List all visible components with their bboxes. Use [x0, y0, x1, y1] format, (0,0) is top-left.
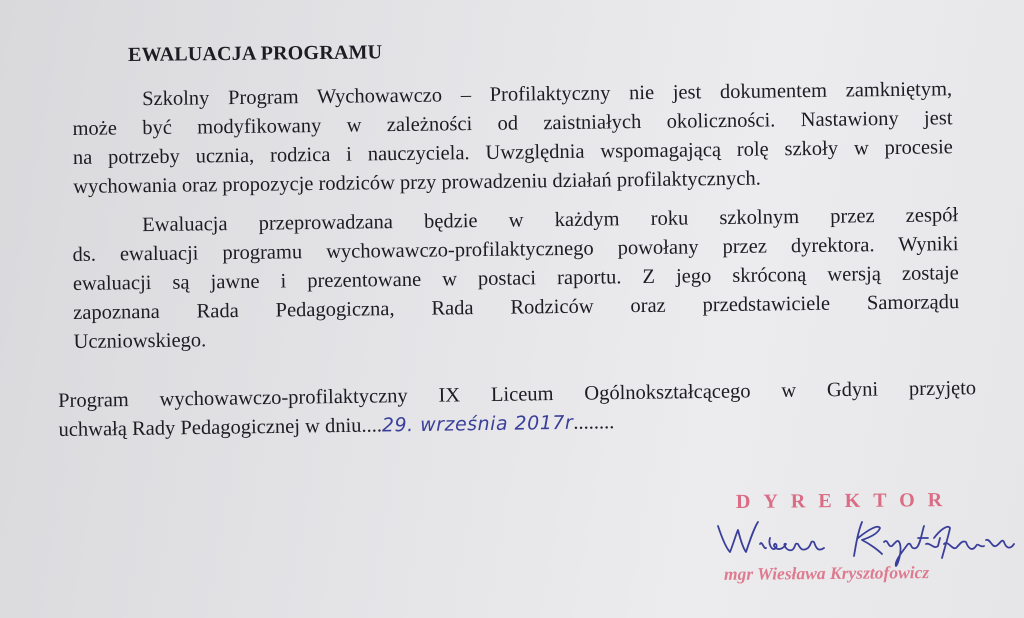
text-line: Szkolny Program Wychowawczo – Profilaktyczny nie jest dokumentem zamkniętym,: [142, 78, 953, 111]
text-line: może być modyfikowany w zależności od zaistniałych okoliczności. Nastawiony jest: [72, 107, 953, 140]
adoption-date-label: uchwałą Rady Pedagogicznej w dniu....: [58, 414, 383, 441]
text-line: ds. ewaluacji programu wychowawczo-profilaktycznego powołany przez dyrektora. Wyniki: [72, 233, 959, 266]
text-line: Ewaluacja przeprowadzana będzie w każdym roku szkolnym przez zespół: [142, 204, 959, 237]
stamp-title: DYREKTOR: [735, 489, 956, 513]
text-line: na potrzeby ucznia, rodzica i nauczyciela. Uwzględnia wspomagającą rolę szkoły w procesie: [72, 136, 953, 169]
paragraph-adoption: [58, 374, 977, 445]
text-line: Uczniowskiego.: [73, 329, 207, 353]
paragraph-evaluation: [72, 201, 960, 357]
paragraph-program-description: [72, 75, 953, 202]
handwritten-date: 29. września 2017r: [381, 411, 574, 437]
text-line: Program wychowawczo-profilaktyczny IX Liceum Ogólnokształcącego w Gdyni przyjęto: [58, 377, 977, 412]
document-heading: EWALUACJA PROGRAMU: [128, 41, 383, 66]
text-line: ewaluacji są jawne i prezentowane w postaci raportu. Z jego skróconą wersją zostaje: [72, 262, 959, 295]
handwritten-signature: [712, 508, 1022, 568]
dotted-leader: ........: [573, 411, 615, 434]
stamp-name: mgr Wiesława Krysztofowicz: [723, 562, 930, 584]
text-line: zapoznana Rada Pedagogiczna, Rada Rodziców oraz przedstawiciele Samorządu: [73, 291, 960, 324]
text-line: wychowania oraz propozycje rodziców przy prowadzeniu działań profilaktycznych.: [73, 167, 761, 198]
